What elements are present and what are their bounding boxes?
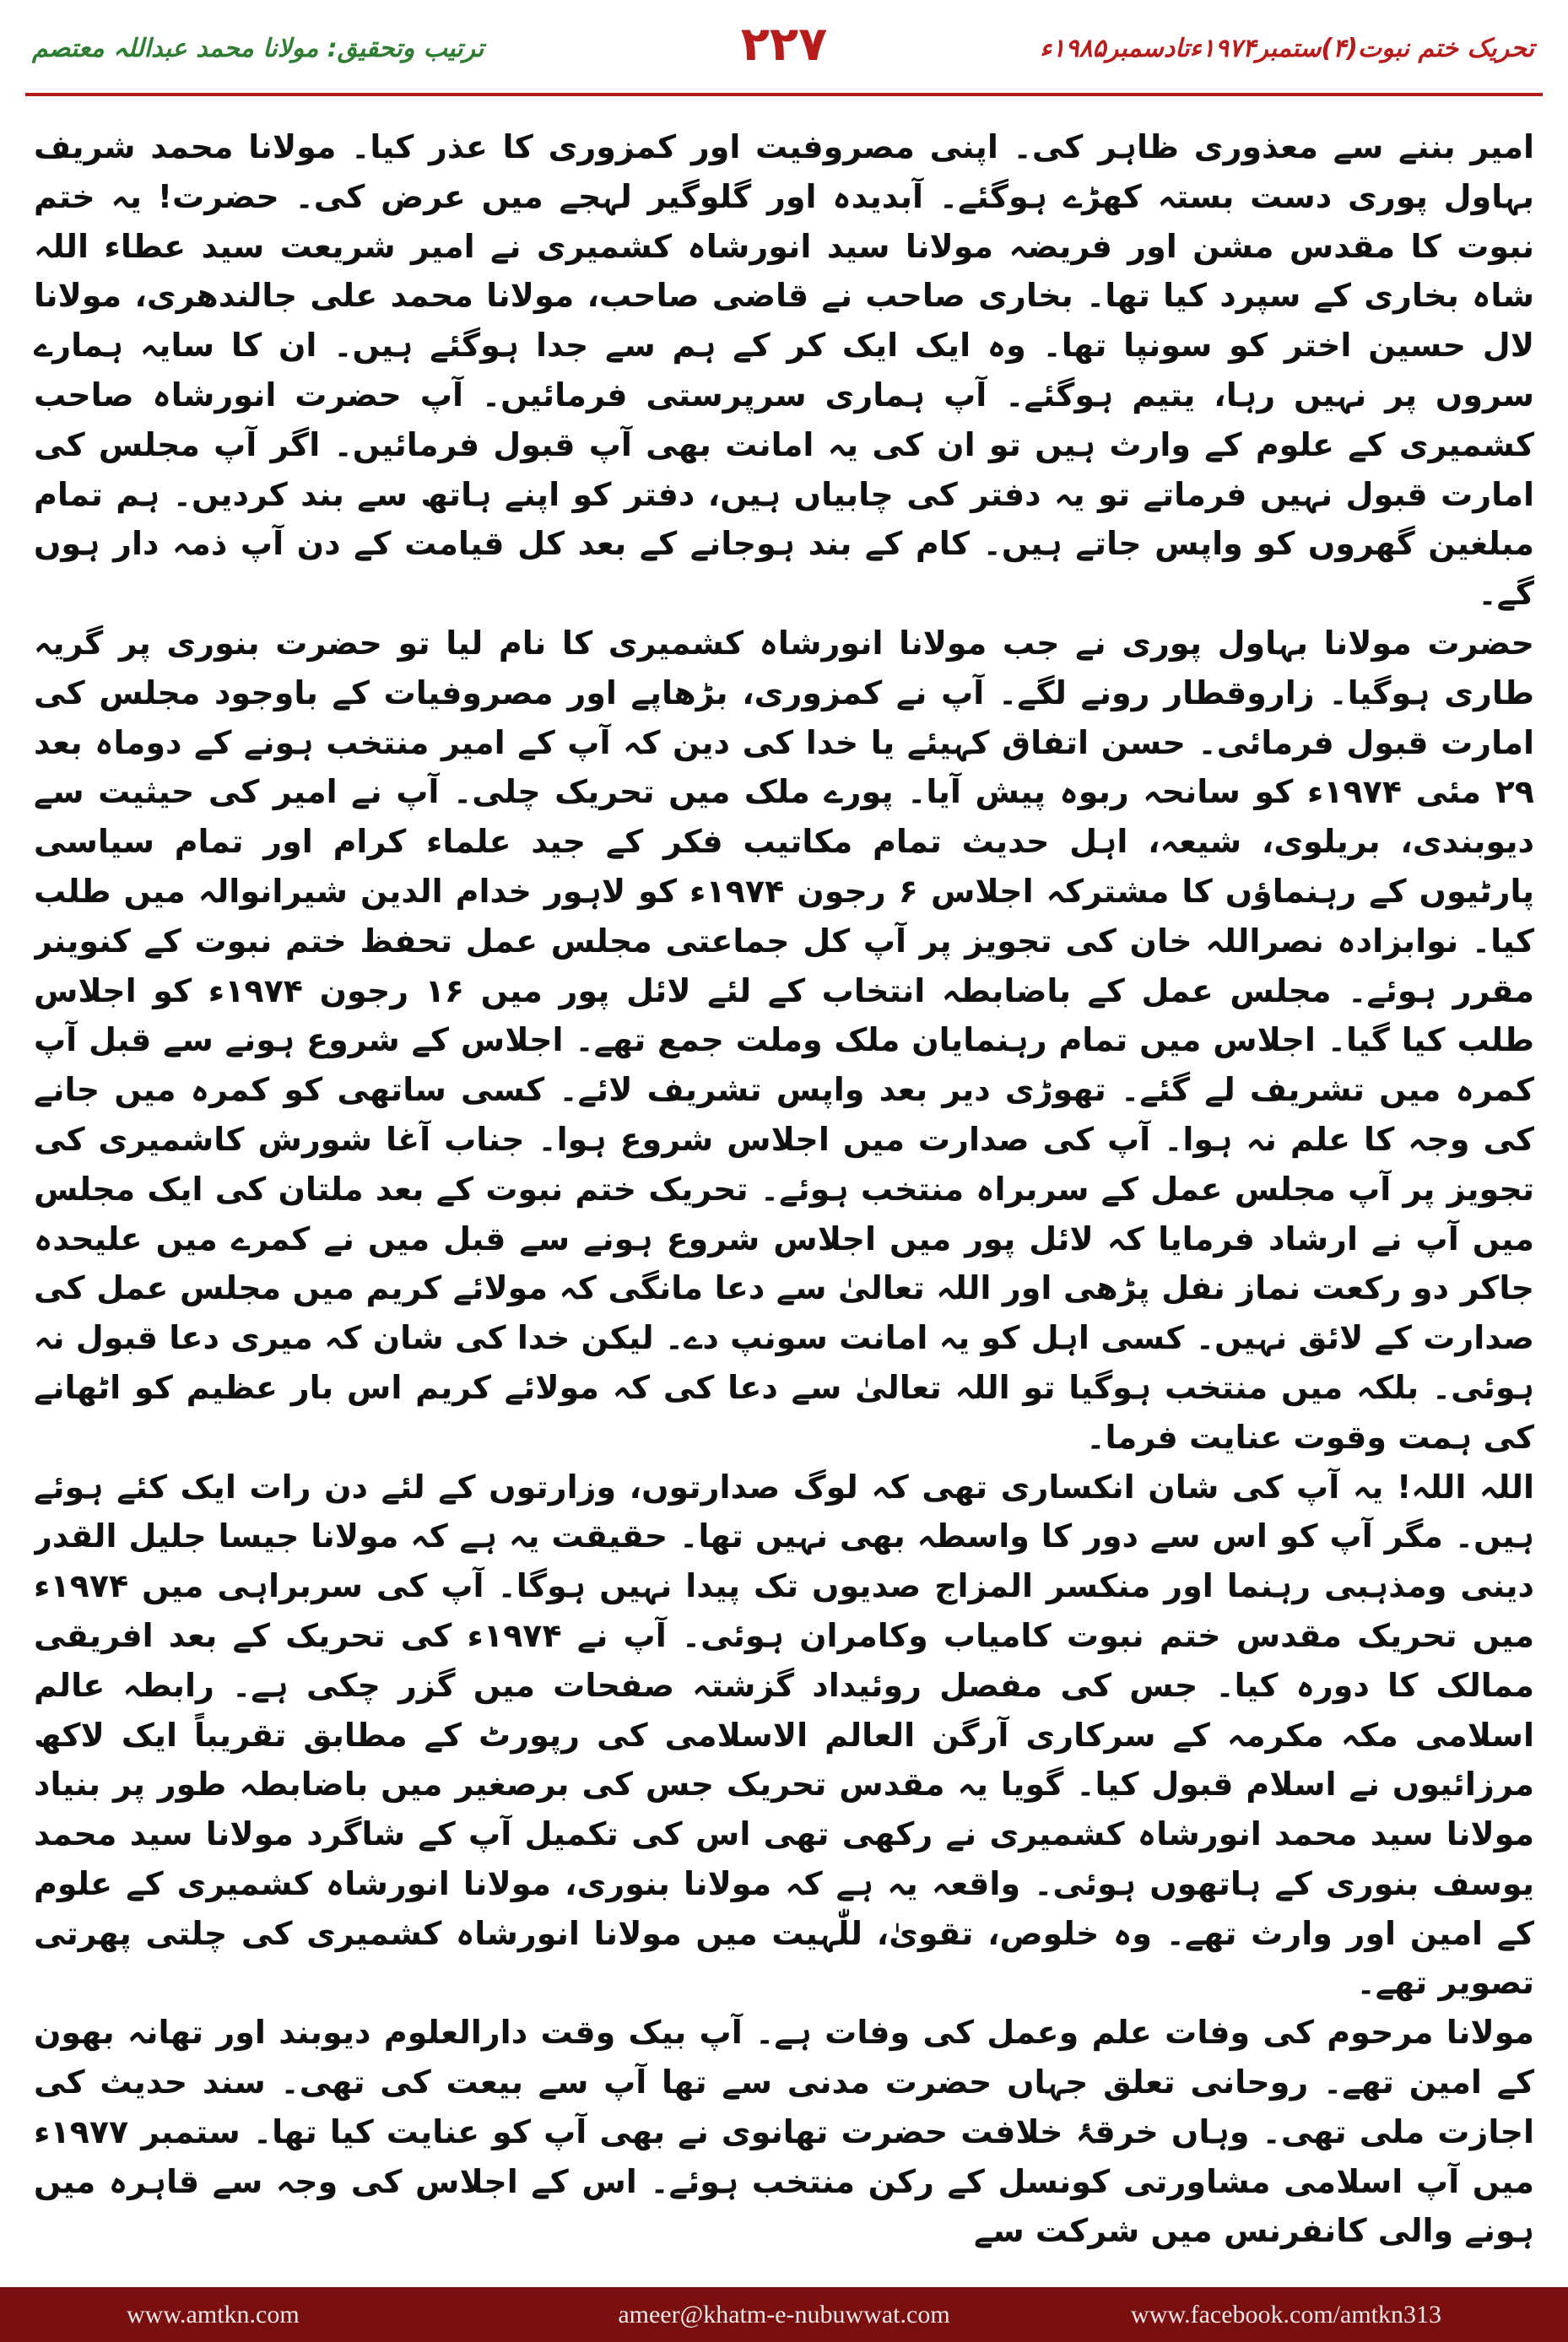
page-body [34,122,1534,2274]
page-header [0,0,1568,97]
paragraph-1: امیر بننے سے معذوری ظاہر کی۔ اپنی مصروفیت اور کمزوری کا عذر کیا۔ مولانا محمد شریف بہاول پوری دست بستہ کھڑے ہوگئے۔ آبدیدہ اور گلوگیر لہجے میں عرض کی۔ حضرت! یہ ختم نبوت کا مقدس مشن اور فریضہ مولانا سید انورشاہ کشمیری نے امیر شریعت سید عطاء اللہ شاہ بخاری کے سپرد کیا تھا۔ بخاری صاحب نے قاضی صاحب، مولانا محمد علی جالندھری، مولانا لال حسین اختر کو سونپا تھا۔ وہ ایک ایک کر کے ہم سے جدا ہوگئے ہیں۔ ان کا سایہ ہمارے سروں پر نہیں رہا، یتیم ہوگئے۔ آپ ہماری سرپرستی فرمائیں۔ آپ حضرت انورشاہ صاحب کشمیری کے علوم کے وارث ہیں تو ان کی یہ امانت بھی آپ قبول فرمائیں۔ اگر آپ مجلس کی امارت قبول نہیں فرماتے تو یہ دفتر کی چابیاں ہیں، دفتر کو اپنے ہاتھ سے بند کردیں۔ ہم تمام مبلغین گھروں کو واپس جاتے ہیں۔ کام کے بند ہوجانے کے بعد کل قیامت کے دن آپ ذمہ دار ہوں گے۔ [34,128,1534,613]
paragraph-4: مولانا مرحوم کی وفات علم وعمل کی وفات ہے۔ آپ بیک وقت دارالعلوم دیوبند اور تھانہ بھون کے امین تھے۔ روحانی تعلق جہاں حضرت مدنی سے تھا آپ سے بیعت کی تھی۔ سند حدیث کی اجازت ملی تھی۔ وہاں خرقۂ خلافت حضرت تھانوی نے بھی آپ کو عنایت کیا تھا۔ ستمبر ۱۹۷۷ء میں آپ اسلامی مشاورتی کونسل کے رکن منتخب ہوئے۔ اس کے اجلاس کی وجہ سے قاہرہ میں ہونے والی کانفرنس میں شرکت سے [34,2014,1534,2250]
website-link[interactable]: www.amtkn.com [127,2301,300,2328]
page-number: ۲۲۷ [740,17,828,72]
header-divider [25,93,1543,96]
paragraph-2: حضرت مولانا بہاول پوری نے جب مولانا انورشاہ کشمیری کا نام لیا تو حضرت بنوری پر گریہ طاری ہوگیا۔ زاروقطار رونے لگے۔ آپ نے کمزوری، بڑھاپے اور مصروفیات کے باوجود مجلس کی امارت قبول فرمائی۔ حسن اتفاق کہیئے یا خدا کی دین کہ آپ کے امیر منتخب ہونے کے دوماہ بعد ۲۹ مئی ۱۹۷۴ء کو سانحہ ربوہ پیش آیا۔ پورے ملک میں تحریک چلی۔ آپ نے امیر کی حیثیت سے دیوبندی، بریلوی، شیعہ، اہل حدیث تمام مکاتیب فکر کے جید علماء کرام اور تمام سیاسی پارٹیوں کے رہنماؤں کا مشترکہ اجلاس ۶ رجون ۱۹۷۴ء کو لاہور خدام الدین شیرانوالہ میں طلب کیا۔ نوابزادہ نصراللہ خان کی تجویز پر آپ کل جماعتی مجلس عمل تحفظ ختم نبوت کے کنوینر مقرر ہوئے۔ مجلس عمل کے باضابطہ انتخاب کے لئے لائل پور میں ۱۶ رجون ۱۹۷۴ء کو اجلاس طلب کیا گیا۔ اجلاس میں تمام رہنمایان ملک وملت جمع تھے۔ اجلاس کے شروع ہونے سے قبل آپ کمرہ میں تشریف لے گئے۔ تھوڑی دیر بعد واپس تشریف لائے۔ کسی ساتھی کو کمرہ میں جانے کی وجہ کا علم نہ ہوا۔ آپ کی صدارت میں اجلاس شروع ہوا۔ جناب آغا شورش کاشمیری کی تجویز پر آپ مجلس عمل کے سربراہ منتخب ہوئے۔ تحریک ختم نبوت کے بعد ملتان کی ایک مجلس میں آپ نے ارشاد فرمایا کہ لائل پور میں اجلاس شروع ہونے سے قبل میں نے کمرے میں علیحدہ جاکر دو رکعت نماز نفل پڑھی اور اللہ تعالیٰ سے دعا مانگی کہ مولائے کریم میں مجلس عمل کی صدارت کے لائق نہیں۔ کسی اہل کو یہ امانت سونپ دے۔ لیکن خدا کی شان کہ میری دعا قبول نہ ہوئی۔ بلکہ میں منتخب ہوگیا تو اللہ تعالیٰ سے دعا کی کہ مولائے کریم اس بار عظیم کو اٹھانے کی ہمت وقوت عنایت فرما۔ [34,624,1534,1456]
paragraph-3: اللہ اللہ! یہ آپ کی شان انکساری تھی کہ لوگ صدارتوں، وزارتوں کے لئے دن رات ایک کئے ہوئے ہیں۔ مگر آپ کو اس سے دور کا واسطہ بھی نہیں تھا۔ حقیقت یہ ہے کہ مولانا جیسا جلیل القدر دینی ومذہبی رہنما اور منکسر المزاج صدیوں تک پیدا نہیں ہوگا۔ آپ کی سربراہی میں ۱۹۷۴ء میں تحریک مقدس ختم نبوت کامیاب وکامران ہوئی۔ آپ نے ۱۹۷۴ء کی تحریک کے بعد افریقی ممالک کا دورہ کیا۔ جس کی مفصل روئیداد گزشتہ صفحات میں گزر چکی ہے۔ رابطہ عالم اسلامی مکہ مکرمہ کے سرکاری آرگن العالم الاسلامی کی رپورٹ کے مطابق تقریباً ایک لاکھ مرزائیوں نے اسلام قبول کیا۔ گویا یہ مقدس تحریک جس کی برصغیر میں باضابطہ طور پر بنیاد مولانا سید محمد انورشاہ کشمیری نے رکھی تھی اس کی تکمیل آپ کے شاگرد مولانا سید محمد یوسف بنوری کے ہاتھوں ہوئی۔ واقعہ یہ ہے کہ مولانا بنوری، مولانا انورشاہ کشمیری کے علوم کے امین اور وارث تھے۔ وہ خلوص، تقویٰ، للّٰہیت میں مولانا انورشاہ کشمیری کی چلتی پھرتی تصویر تھے۔ [34,1468,1534,2002]
facebook-link[interactable]: www.facebook.com/amtkn313 [1131,2301,1441,2328]
compiler-credit: ترتیب وتحقیق: مولانا محمد عبداللہ معتصم [32,34,484,63]
page-footer [0,2287,1568,2342]
email-link[interactable]: ameer@khatm-e-nubuwwat.com [618,2301,950,2328]
book-title: تحریک ختم نبوت(۴)ستمبر۱۹۷۴ءتادسمبر۱۹۸۵ء [1040,34,1534,63]
